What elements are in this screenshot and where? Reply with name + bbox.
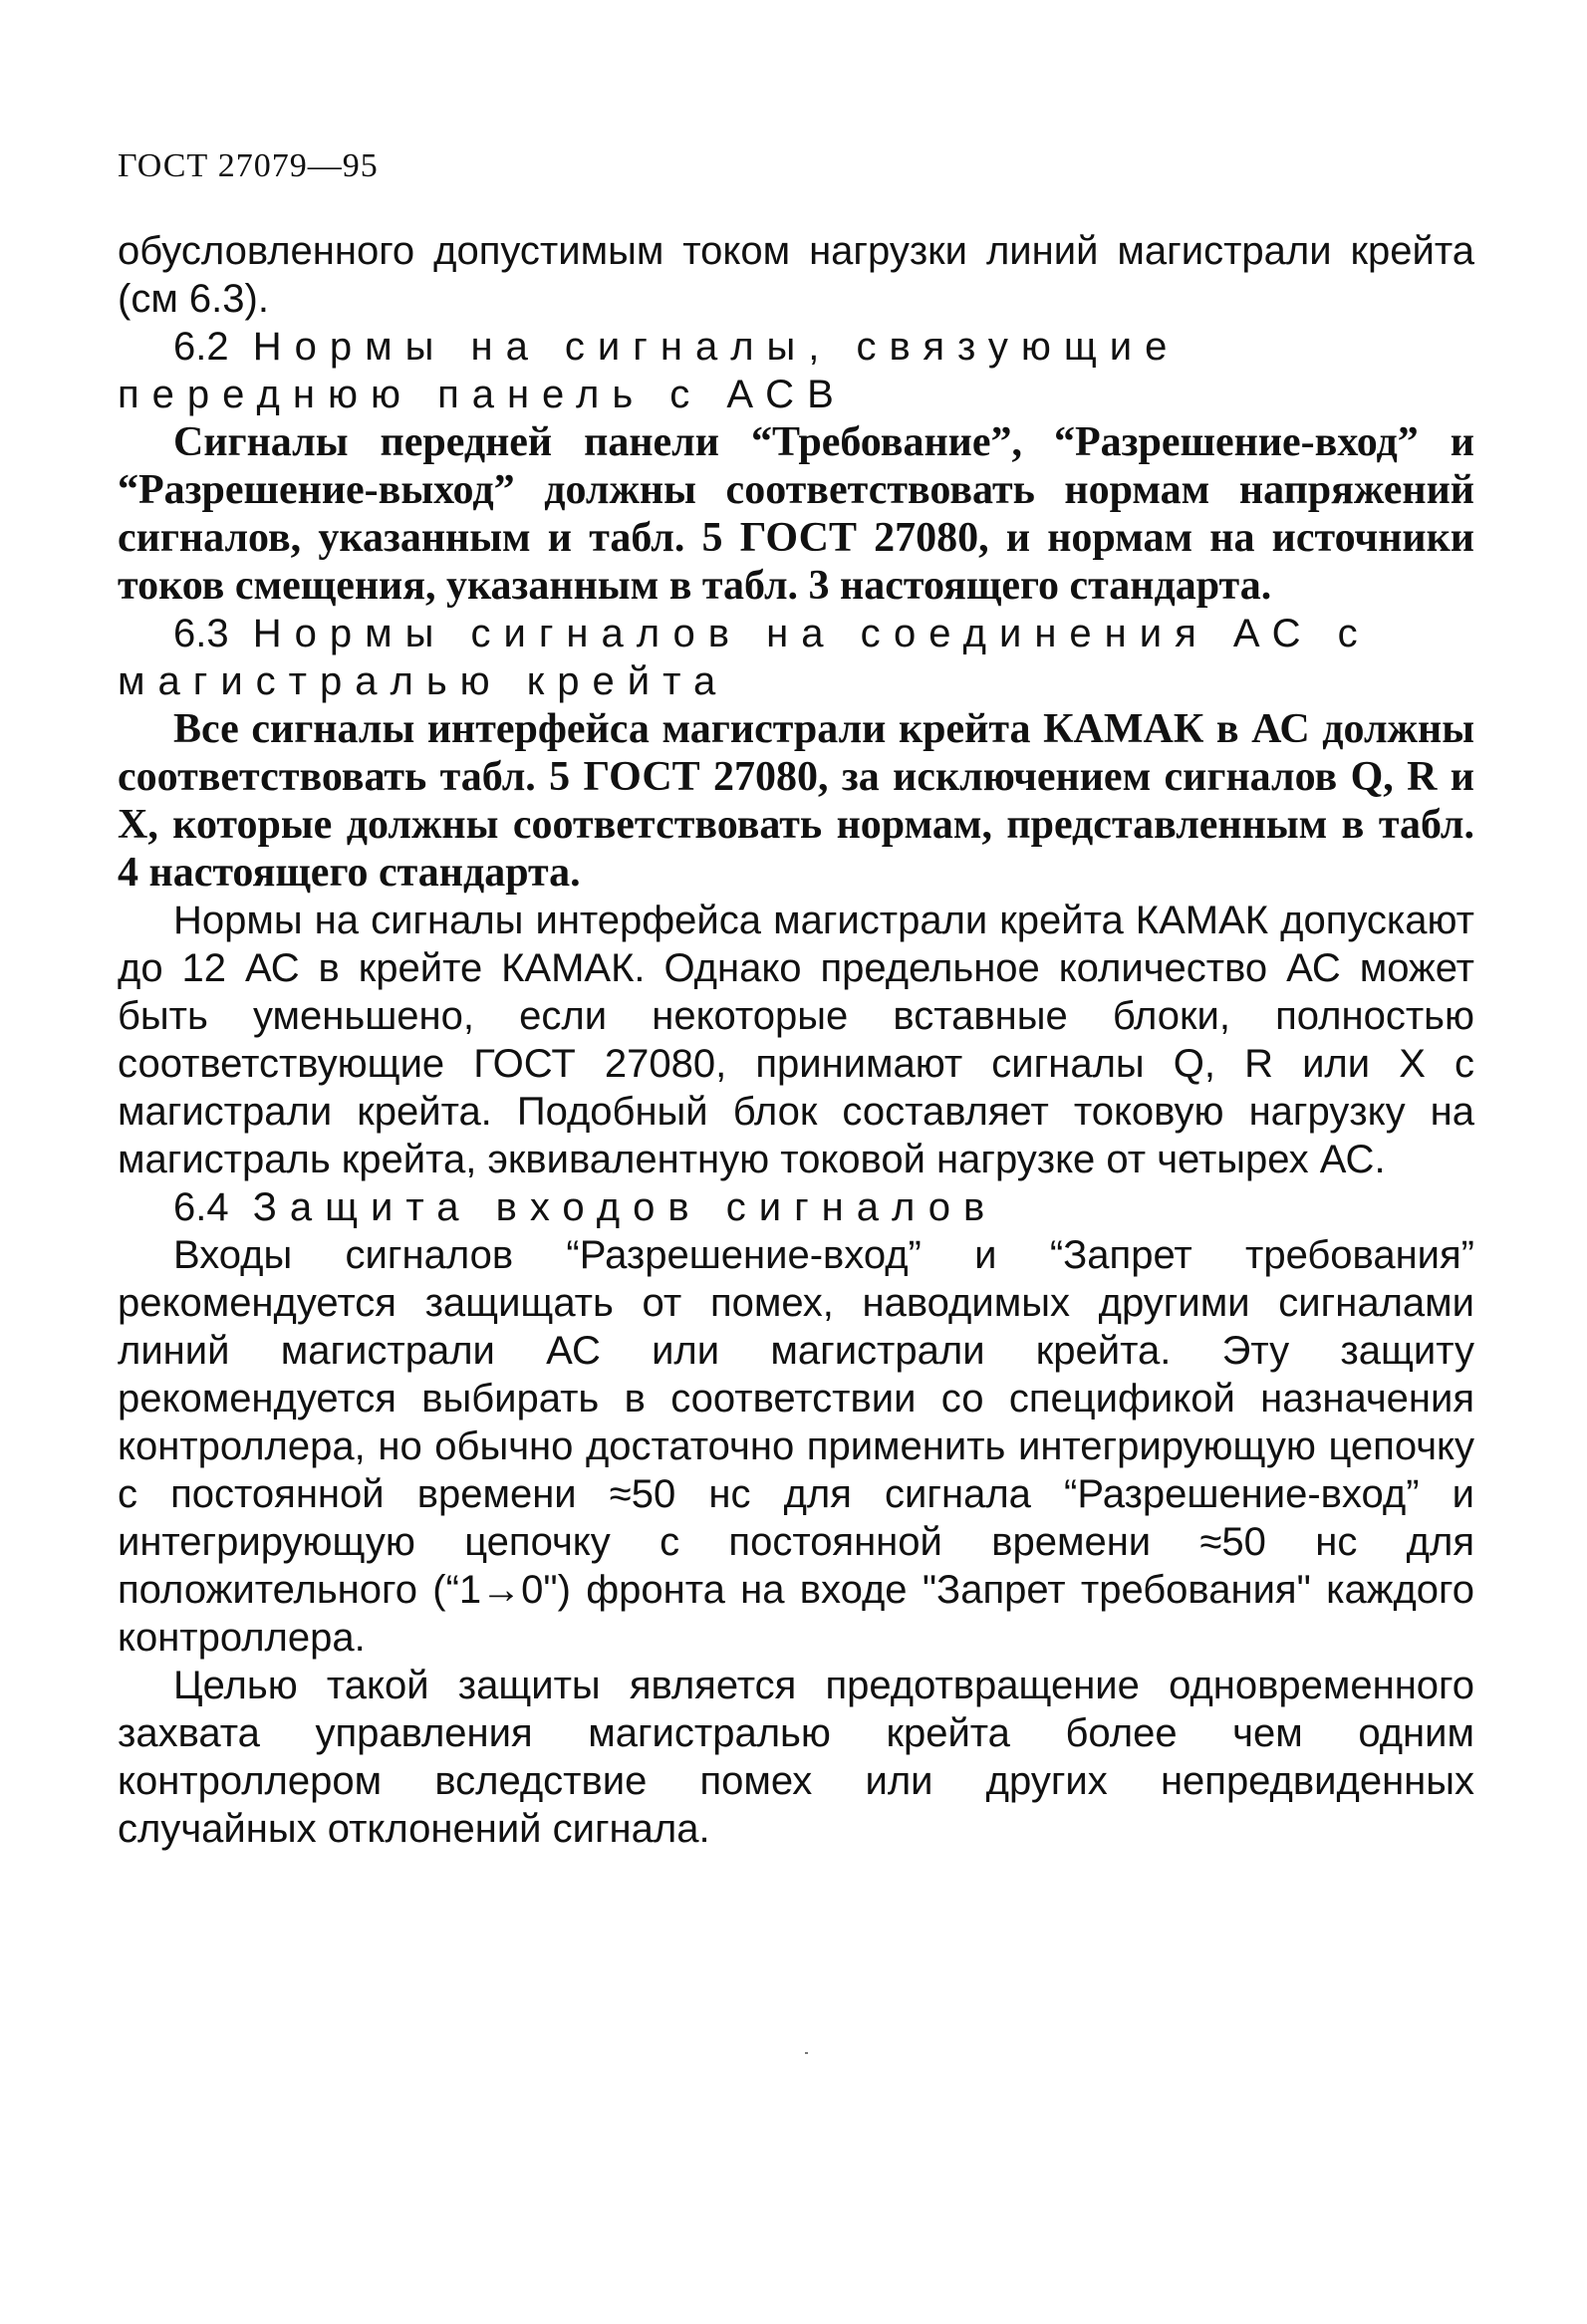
- section-6-2-requirement: Сигналы передней панели “Требование”, “Разрешение-вход” и “Разрешение-выход” должны соответствовать нормам напряжений сигналов, указанным и табл. 5 ГОСТ 27080, и нормам на источники токов смещения, указанным в табл. 3 настоящего стандарта.: [118, 419, 1474, 609]
- section-6-3-requirement: Все сигналы интерфейса магистрали крейта КАМАК в АС должны соответствовать табл. 5 ГОСТ 27080, за исключением сигналов Q, R и X, которые должны соответствовать нормам, представленным в табл. 4 настоящего стандарта.: [118, 706, 1474, 896]
- section-6-3-paragraph: Нормы на сигналы интерфейса магистрали крейта КАМАК допускают до 12 АС в крейте КАМАК. Однако предельное количество АС может быть уменьшено, если некоторые вставные блоки, полностью соответствующие ГОСТ 27080, принимают сигналы Q, R или X с магистрали крейта. Подобный блок составляет токовую нагрузку на магистраль крейта, эквивалентную токовой нагрузке от четырех АС.: [118, 899, 1474, 1181]
- section-6-2-title: Нормы на сигналы, связующие переднюю панель с АСВ: [118, 325, 1181, 416]
- document-body: [118, 227, 1474, 1853]
- section-6-4-number: 6.4: [173, 1185, 229, 1229]
- section-6-2-heading: [118, 323, 1474, 418]
- section-6-4-paragraph-1: Входы сигналов “Разрешение-вход” и “Запрет требования” рекомендуется защищать от помех, наводимых другими сигналами линий магистрали АС или магистрали крейта. Эту защиту рекомендуется выбирать в соответствии со спецификой назначения контроллера, но обычно достаточно применить интегрирующую цепочку с постоянной времени ≈50 нс для сигнала “Разрешение-вход” и интегрирующую цепочку с постоянной времени ≈50 нс для положительного (“1→0") фронта на входе "Запрет требования" каждого контроллера.: [118, 1233, 1474, 1660]
- scan-speck: [805, 2052, 808, 2054]
- section-6-3-title: Нормы сигналов на соединения АС с магистралью крейта: [118, 612, 1371, 703]
- section-6-3-number: 6.3: [173, 612, 229, 655]
- page-header: ГОСТ 27079—95: [118, 147, 379, 184]
- section-6-4-paragraph-2: Целью такой защиты является предотвращение одновременного захвата управления магистралью крейта более чем одним контроллером вследствие помех или других непредвиденных случайных отклонений сигнала.: [118, 1664, 1474, 1851]
- section-6-2-number: 6.2: [173, 325, 229, 369]
- paragraph-continuation: обусловленного допустимым током нагрузки линий магистрали крейта (см 6.3).: [118, 229, 1474, 321]
- section-6-3-heading: [118, 610, 1474, 705]
- section-6-4-title: Защита входов сигналов: [252, 1185, 998, 1229]
- section-6-4-heading: [118, 1183, 1474, 1231]
